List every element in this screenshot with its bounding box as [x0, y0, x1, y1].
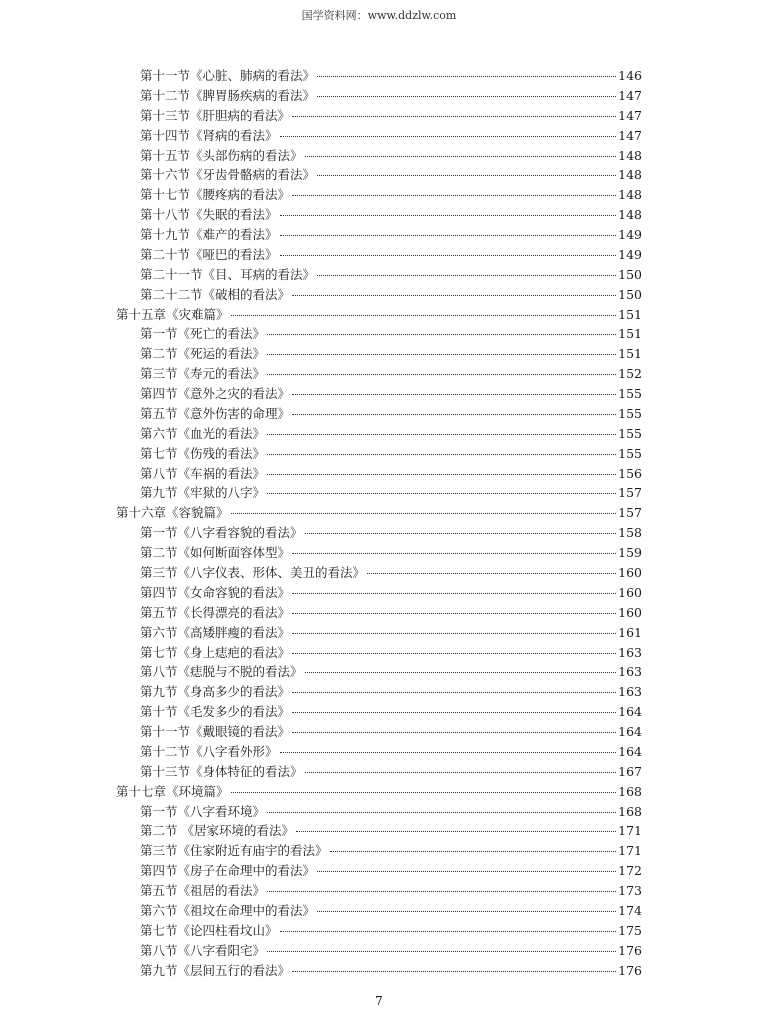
toc-dot-leader	[231, 792, 617, 793]
toc-dot-leader	[292, 971, 616, 972]
toc-entry-page: 172	[618, 863, 642, 879]
toc-entry-title: 第七节《身上痣疤的看法》	[140, 644, 291, 660]
toc-entry-title: 第四节《房子在命理中的看法》	[140, 863, 316, 879]
toc-entry-page: 157	[618, 505, 642, 521]
toc-entry-title: 第九节《身高多少的看法》	[140, 684, 291, 700]
toc-section-entry	[140, 941, 642, 961]
toc-entry-page: 146	[618, 68, 642, 83]
toc-entry-title: 第八节《痣脱与不脱的看法》	[140, 664, 303, 680]
toc-dot-leader	[267, 374, 616, 375]
toc-dot-leader	[305, 672, 617, 673]
toc-dot-leader	[267, 334, 616, 335]
toc-entry-page: 149	[618, 227, 642, 243]
toc-section-entry	[140, 841, 642, 861]
toc-dot-leader	[280, 136, 617, 137]
toc-dot-leader	[292, 414, 616, 415]
toc-dot-leader	[317, 911, 616, 912]
toc-entry-title: 第一节《死亡的看法》	[140, 326, 266, 342]
toc-section-entry	[140, 444, 642, 464]
toc-entry-page: 151	[618, 346, 642, 362]
toc-entry-page: 155	[618, 425, 642, 441]
toc-entry-page: 157	[618, 485, 642, 501]
toc-dot-leader	[317, 175, 616, 176]
toc-dot-leader	[267, 493, 616, 494]
toc-entry-title: 第十四节《肾病的看法》	[140, 127, 278, 143]
toc-entry-title: 第二十二节《破相的看法》	[140, 286, 291, 302]
toc-entry-title: 第十三节《身体特征的看法》	[140, 763, 303, 779]
page-number: 7	[375, 994, 383, 1008]
toc-dot-leader	[292, 613, 616, 614]
toc-section-entry	[140, 603, 642, 623]
toc-entry-title: 第十一节《心脏、肺病的看法》	[140, 68, 316, 83]
toc-dot-leader	[231, 513, 617, 514]
toc-entry-page: 148	[618, 167, 642, 183]
toc-section-entry	[140, 682, 642, 702]
toc-entry-page: 174	[618, 902, 642, 918]
toc-section-entry	[140, 66, 642, 86]
toc-section-entry	[140, 265, 642, 285]
toc-entry-page: 171	[618, 843, 642, 859]
toc-chapter-entry	[116, 503, 642, 523]
toc-entry-page: 161	[618, 624, 642, 640]
toc-entry-title: 第十五章《灾难篇》	[116, 306, 229, 322]
toc-entry-page: 167	[618, 763, 642, 779]
toc-entry-page: 164	[618, 743, 642, 759]
toc-entry-title: 第八节《车祸的看法》	[140, 465, 266, 481]
page-header: 国学资料网：www.ddzlw.com	[301, 9, 457, 22]
toc-dot-leader	[267, 812, 616, 813]
toc-entry-title: 第十二节《八字看外形》	[140, 743, 278, 759]
toc-section-entry	[140, 285, 642, 305]
toc-section-entry	[140, 324, 642, 344]
toc-section-entry	[140, 106, 642, 126]
toc-section-entry	[140, 225, 642, 245]
toc-entry-page: 168	[618, 803, 642, 819]
toc-entry-title: 第二节 《居家环境的看法》	[140, 823, 294, 839]
toc-section-entry	[140, 921, 642, 941]
toc-entry-page: 155	[618, 405, 642, 421]
toc-section-entry	[140, 623, 642, 643]
toc-entry-page: 171	[618, 823, 642, 839]
toc-entry-page: 155	[618, 386, 642, 402]
toc-dot-leader	[292, 394, 616, 395]
toc-section-entry	[140, 245, 642, 265]
toc-dot-leader	[317, 76, 616, 77]
toc-entry-page: 163	[618, 684, 642, 700]
toc-section-entry	[140, 802, 642, 822]
toc-section-entry	[140, 185, 642, 205]
toc-entry-page: 175	[618, 922, 642, 938]
toc-dot-leader	[292, 195, 616, 196]
toc-entry-page: 151	[618, 326, 642, 342]
toc-section-entry	[140, 523, 642, 543]
toc-section-entry	[140, 722, 642, 742]
toc-dot-leader	[317, 96, 616, 97]
toc-dot-leader	[292, 633, 616, 634]
toc-entry-page: 173	[618, 883, 642, 899]
toc-entry-title: 第八节《八字看阳宅》	[140, 942, 266, 958]
toc-dot-leader	[317, 871, 616, 872]
toc-entry-page: 150	[618, 266, 642, 282]
toc-entry-title: 第十六章《容貌篇》	[116, 505, 229, 521]
toc-section-entry	[140, 126, 642, 146]
toc-section-entry	[140, 901, 642, 921]
toc-section-entry	[140, 662, 642, 682]
toc-entry-title: 第六节《血光的看法》	[140, 425, 266, 441]
toc-section-entry	[140, 762, 642, 782]
toc-entry-title: 第十七节《腰疼病的看法》	[140, 187, 291, 203]
toc-entry-title: 第三节《寿元的看法》	[140, 366, 266, 382]
toc-entry-page: 147	[618, 127, 642, 143]
toc-dot-leader	[292, 295, 616, 296]
toc-entry-title: 第七节《论四柱看坟山》	[140, 922, 278, 938]
toc-section-entry	[140, 961, 642, 981]
toc-entry-title: 第二节《死运的看法》	[140, 346, 266, 362]
toc-section-entry	[140, 483, 642, 503]
toc-entry-page: 160	[618, 565, 642, 580]
toc-dot-leader	[280, 235, 617, 236]
toc-dot-leader	[305, 156, 617, 157]
toc-dot-leader	[305, 533, 617, 534]
toc-section-entry	[140, 146, 642, 166]
toc-dot-leader	[367, 573, 616, 574]
toc-entry-title: 第十九节《难产的看法》	[140, 227, 278, 243]
toc-section-entry	[140, 384, 642, 404]
toc-dot-leader	[280, 931, 617, 932]
toc-entry-page: 149	[618, 246, 642, 262]
toc-entry-title: 第五节《祖居的看法》	[140, 883, 266, 899]
toc-dot-leader	[267, 354, 616, 355]
toc-entry-title: 第十七章《环境篇》	[116, 783, 229, 799]
toc-entry-page: 160	[618, 604, 642, 620]
toc-dot-leader	[280, 215, 617, 216]
toc-section-entry	[140, 424, 642, 444]
toc-entry-title: 第十三节《肝胆病的看法》	[140, 107, 291, 123]
toc-entry-title: 第二节《如何断面容体型》	[140, 545, 291, 561]
toc-entry-page: 164	[618, 704, 642, 720]
toc-section-entry	[140, 861, 642, 881]
toc-section-entry	[140, 165, 642, 185]
toc-dot-leader	[292, 553, 616, 554]
toc-dot-leader	[267, 434, 616, 435]
toc-dot-leader	[292, 692, 616, 693]
toc-section-entry	[140, 881, 642, 901]
toc-entry-page: 158	[618, 525, 642, 541]
toc-entry-page: 168	[618, 783, 642, 799]
toc-entry-page: 150	[618, 286, 642, 302]
toc-section-entry	[140, 543, 642, 563]
toc-entry-page: 163	[618, 664, 642, 680]
toc-entry-page: 159	[618, 545, 642, 561]
toc-entry-page: 156	[618, 465, 642, 481]
toc-chapter-entry	[116, 782, 642, 802]
toc-dot-leader	[292, 116, 616, 117]
toc-dot-leader	[267, 474, 616, 475]
toc-dot-leader	[267, 891, 616, 892]
toc-entry-page: 176	[618, 962, 642, 978]
toc-section-entry	[140, 464, 642, 484]
toc-section-entry	[140, 742, 642, 762]
toc-entry-title: 第二十一节《目、耳病的看法》	[140, 266, 316, 282]
toc-entry-title: 第四节《意外之灾的看法》	[140, 386, 291, 402]
toc-entry-title: 第十二节《脾胃肠疾病的看法》	[140, 87, 316, 103]
toc-entry-title: 第六节《祖坟在命理中的看法》	[140, 902, 316, 918]
toc-entry-title: 第四节《女命容貌的看法》	[140, 584, 291, 600]
toc-dot-leader	[292, 712, 616, 713]
toc-dot-leader	[292, 732, 616, 733]
toc-entry-page: 176	[618, 942, 642, 958]
toc-section-entry	[140, 583, 642, 603]
toc-dot-leader	[267, 454, 616, 455]
toc-entry-page: 164	[618, 724, 642, 740]
toc-entry-title: 第十节《毛发多少的看法》	[140, 704, 291, 720]
toc-entry-title: 第五节《意外伤害的命理》	[140, 405, 291, 421]
toc-section-entry	[140, 643, 642, 663]
toc-section-entry	[140, 86, 642, 106]
toc-entry-title: 第十一节《戴眼镜的看法》	[140, 724, 291, 740]
toc-section-entry	[140, 364, 642, 384]
toc-entry-page: 147	[618, 107, 642, 123]
toc-entry-title: 第九节《层间五行的看法》	[140, 962, 291, 978]
toc-entry-page: 148	[618, 187, 642, 203]
toc-dot-leader	[231, 315, 617, 316]
toc-dot-leader	[267, 951, 616, 952]
toc-dot-leader	[317, 275, 616, 276]
toc-section-entry	[140, 702, 642, 722]
toc-chapter-entry	[116, 305, 642, 325]
toc-dot-leader	[280, 752, 617, 753]
toc-entry-page: 155	[618, 445, 642, 461]
toc-entry-page: 151	[618, 306, 642, 322]
toc-entry-title: 第三节《住家附近有庙宇的看法》	[140, 843, 328, 859]
toc-entry-title: 第十八节《失眠的看法》	[140, 207, 278, 223]
toc-entry-page: 147	[618, 87, 642, 103]
toc-section-entry	[140, 404, 642, 424]
toc-entry-page: 163	[618, 644, 642, 660]
toc-dot-leader	[330, 851, 617, 852]
toc-entry-page: 148	[618, 207, 642, 223]
toc-entry-title: 第六节《高矮胖瘦的看法》	[140, 624, 291, 640]
toc-entry-title: 第一节《八字看环境》	[140, 803, 266, 819]
toc-entry-title: 第十六节《牙齿骨骼病的看法》	[140, 167, 316, 183]
toc-entry-title: 第七节《伤残的看法》	[140, 445, 266, 461]
toc-dot-leader	[280, 255, 617, 256]
toc-entry-title: 第九节《牢狱的八字》	[140, 485, 266, 501]
toc-entry-title: 第五节《长得漂亮的看法》	[140, 604, 291, 620]
toc-entry-page: 160	[618, 584, 642, 600]
toc-dot-leader	[292, 653, 616, 654]
toc-dot-leader	[296, 831, 616, 832]
toc-entry-page: 152	[618, 366, 642, 382]
toc-entry-title: 第十五节《头部伤病的看法》	[140, 147, 303, 163]
toc-section-entry	[140, 205, 642, 225]
toc-entry-title: 第三节《八字仪表、形体、美丑的看法》	[140, 565, 366, 580]
toc-dot-leader	[292, 593, 616, 594]
toc-entry-title: 第一节《八字看容貌的看法》	[140, 525, 303, 541]
toc-section-entry	[140, 344, 642, 364]
toc-section-entry	[140, 563, 642, 583]
toc-entry-page: 148	[618, 147, 642, 163]
toc-section-entry	[140, 821, 642, 841]
toc-entry-title: 第二十节《哑巴的看法》	[140, 246, 278, 262]
toc-dot-leader	[305, 772, 617, 773]
